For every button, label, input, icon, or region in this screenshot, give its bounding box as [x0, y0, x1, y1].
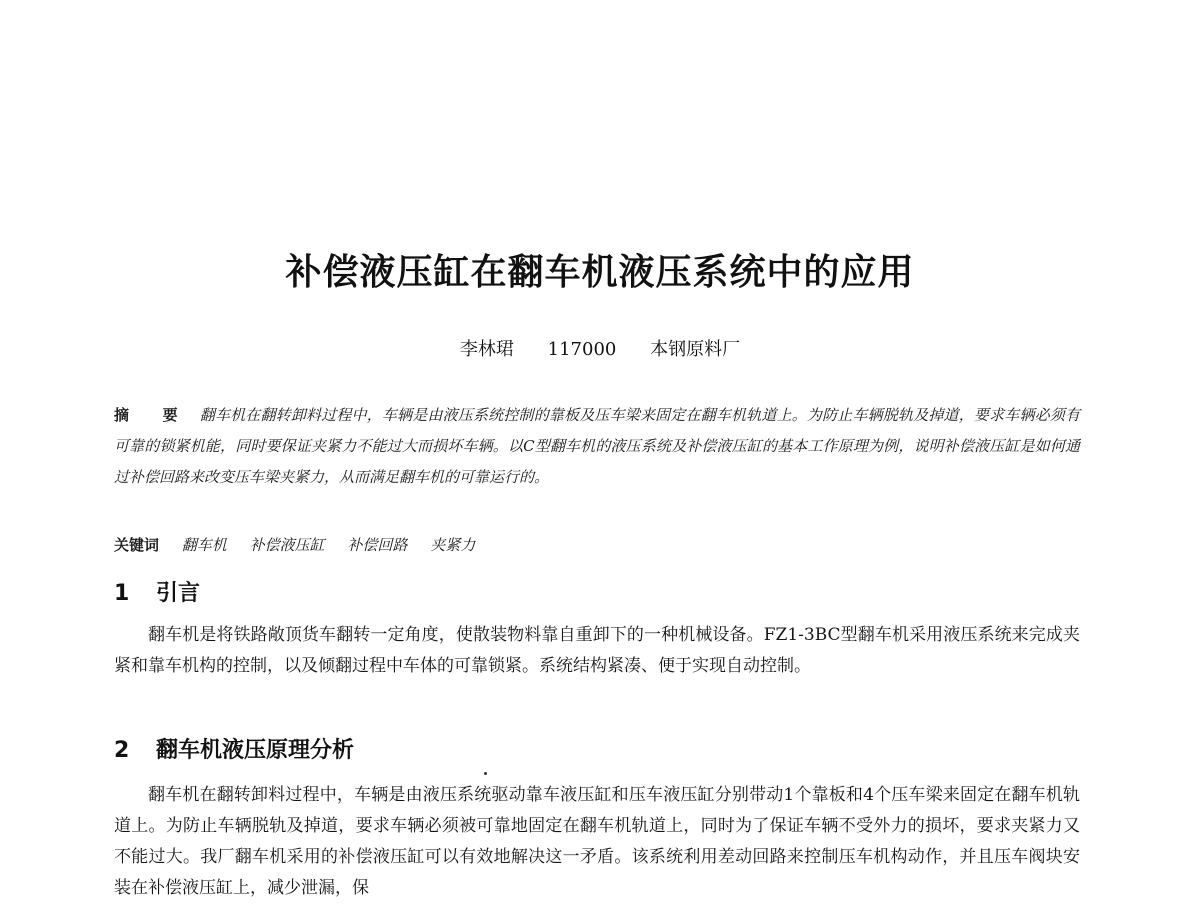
- keyword: 翻车机: [181, 536, 227, 554]
- abstract: [114, 400, 1080, 493]
- keyword: 补偿回路: [347, 536, 408, 554]
- section-heading: [114, 735, 354, 767]
- keywords-label: 关键词: [114, 536, 160, 554]
- author-affiliation: 本钢原料厂: [650, 339, 741, 360]
- section-title: 引言: [156, 581, 201, 606]
- keywords: [114, 530, 1080, 561]
- abstract-label: 摘 要: [114, 406, 192, 424]
- abstract-text: 翻车机在翻转卸料过程中，车辆是由液压系统控制的靠板及压车梁来固定在翻车机轨道上。为防止车辆脱轨及掉道，要求车辆必须有可靠的锁紧机能，同时要保证夹紧力不能过大而损坏车辆。以C型翻车机的液压系统及补偿液压缸的基本工作原理为例，说明补偿液压缸是如何通过补偿回路来改变压车梁夹紧力，从而满足翻车机的可靠运行的。: [114, 406, 1080, 486]
- author-name: 李林珺: [459, 339, 514, 360]
- keyword: 补偿液压缸: [249, 536, 325, 554]
- paper-title: 补偿液压缸在翻车机液压系统中的应用: [285, 251, 915, 293]
- scan-speck: [484, 772, 487, 775]
- section-number: 2: [114, 738, 130, 763]
- keyword: 夹紧力: [430, 536, 476, 554]
- section-title: 翻车机液压原理分析: [156, 738, 355, 763]
- section-paragraph: 翻车机是将铁路敞顶货车翻转一定角度，使散装物料靠自重卸下的一种机械设备。FZ1-3BC型翻车机采用液压系统来完成夹紧和靠车机构的控制，以及倾翻过程中车体的可靠锁紧。系统结构紧凑、便于实现自动控制。: [114, 625, 1080, 676]
- section-paragraph: 翻车机在翻转卸料过程中，车辆是由液压系统驱动靠车液压缸和压车液压缸分别带动1个靠板和4个压车梁来固定在翻车机轨道上。为防止车辆脱轨及掉道，要求车辆必须被可靠地固定在翻车机轨道上，同时为了保证车辆不受外力的损坏，要求夹紧力又不能过大。我厂翻车机采用的补偿液压缸可以有效地解决这一矛盾。该系统利用差动回路来控制压车机构动作，并且压车阀块安装在补偿液压缸上，减少泄漏，保: [114, 785, 1080, 898]
- author-line: [0, 336, 1200, 364]
- section-heading: [114, 578, 200, 610]
- section-number: 1: [114, 581, 130, 606]
- author-postcode: 117000: [547, 339, 617, 360]
